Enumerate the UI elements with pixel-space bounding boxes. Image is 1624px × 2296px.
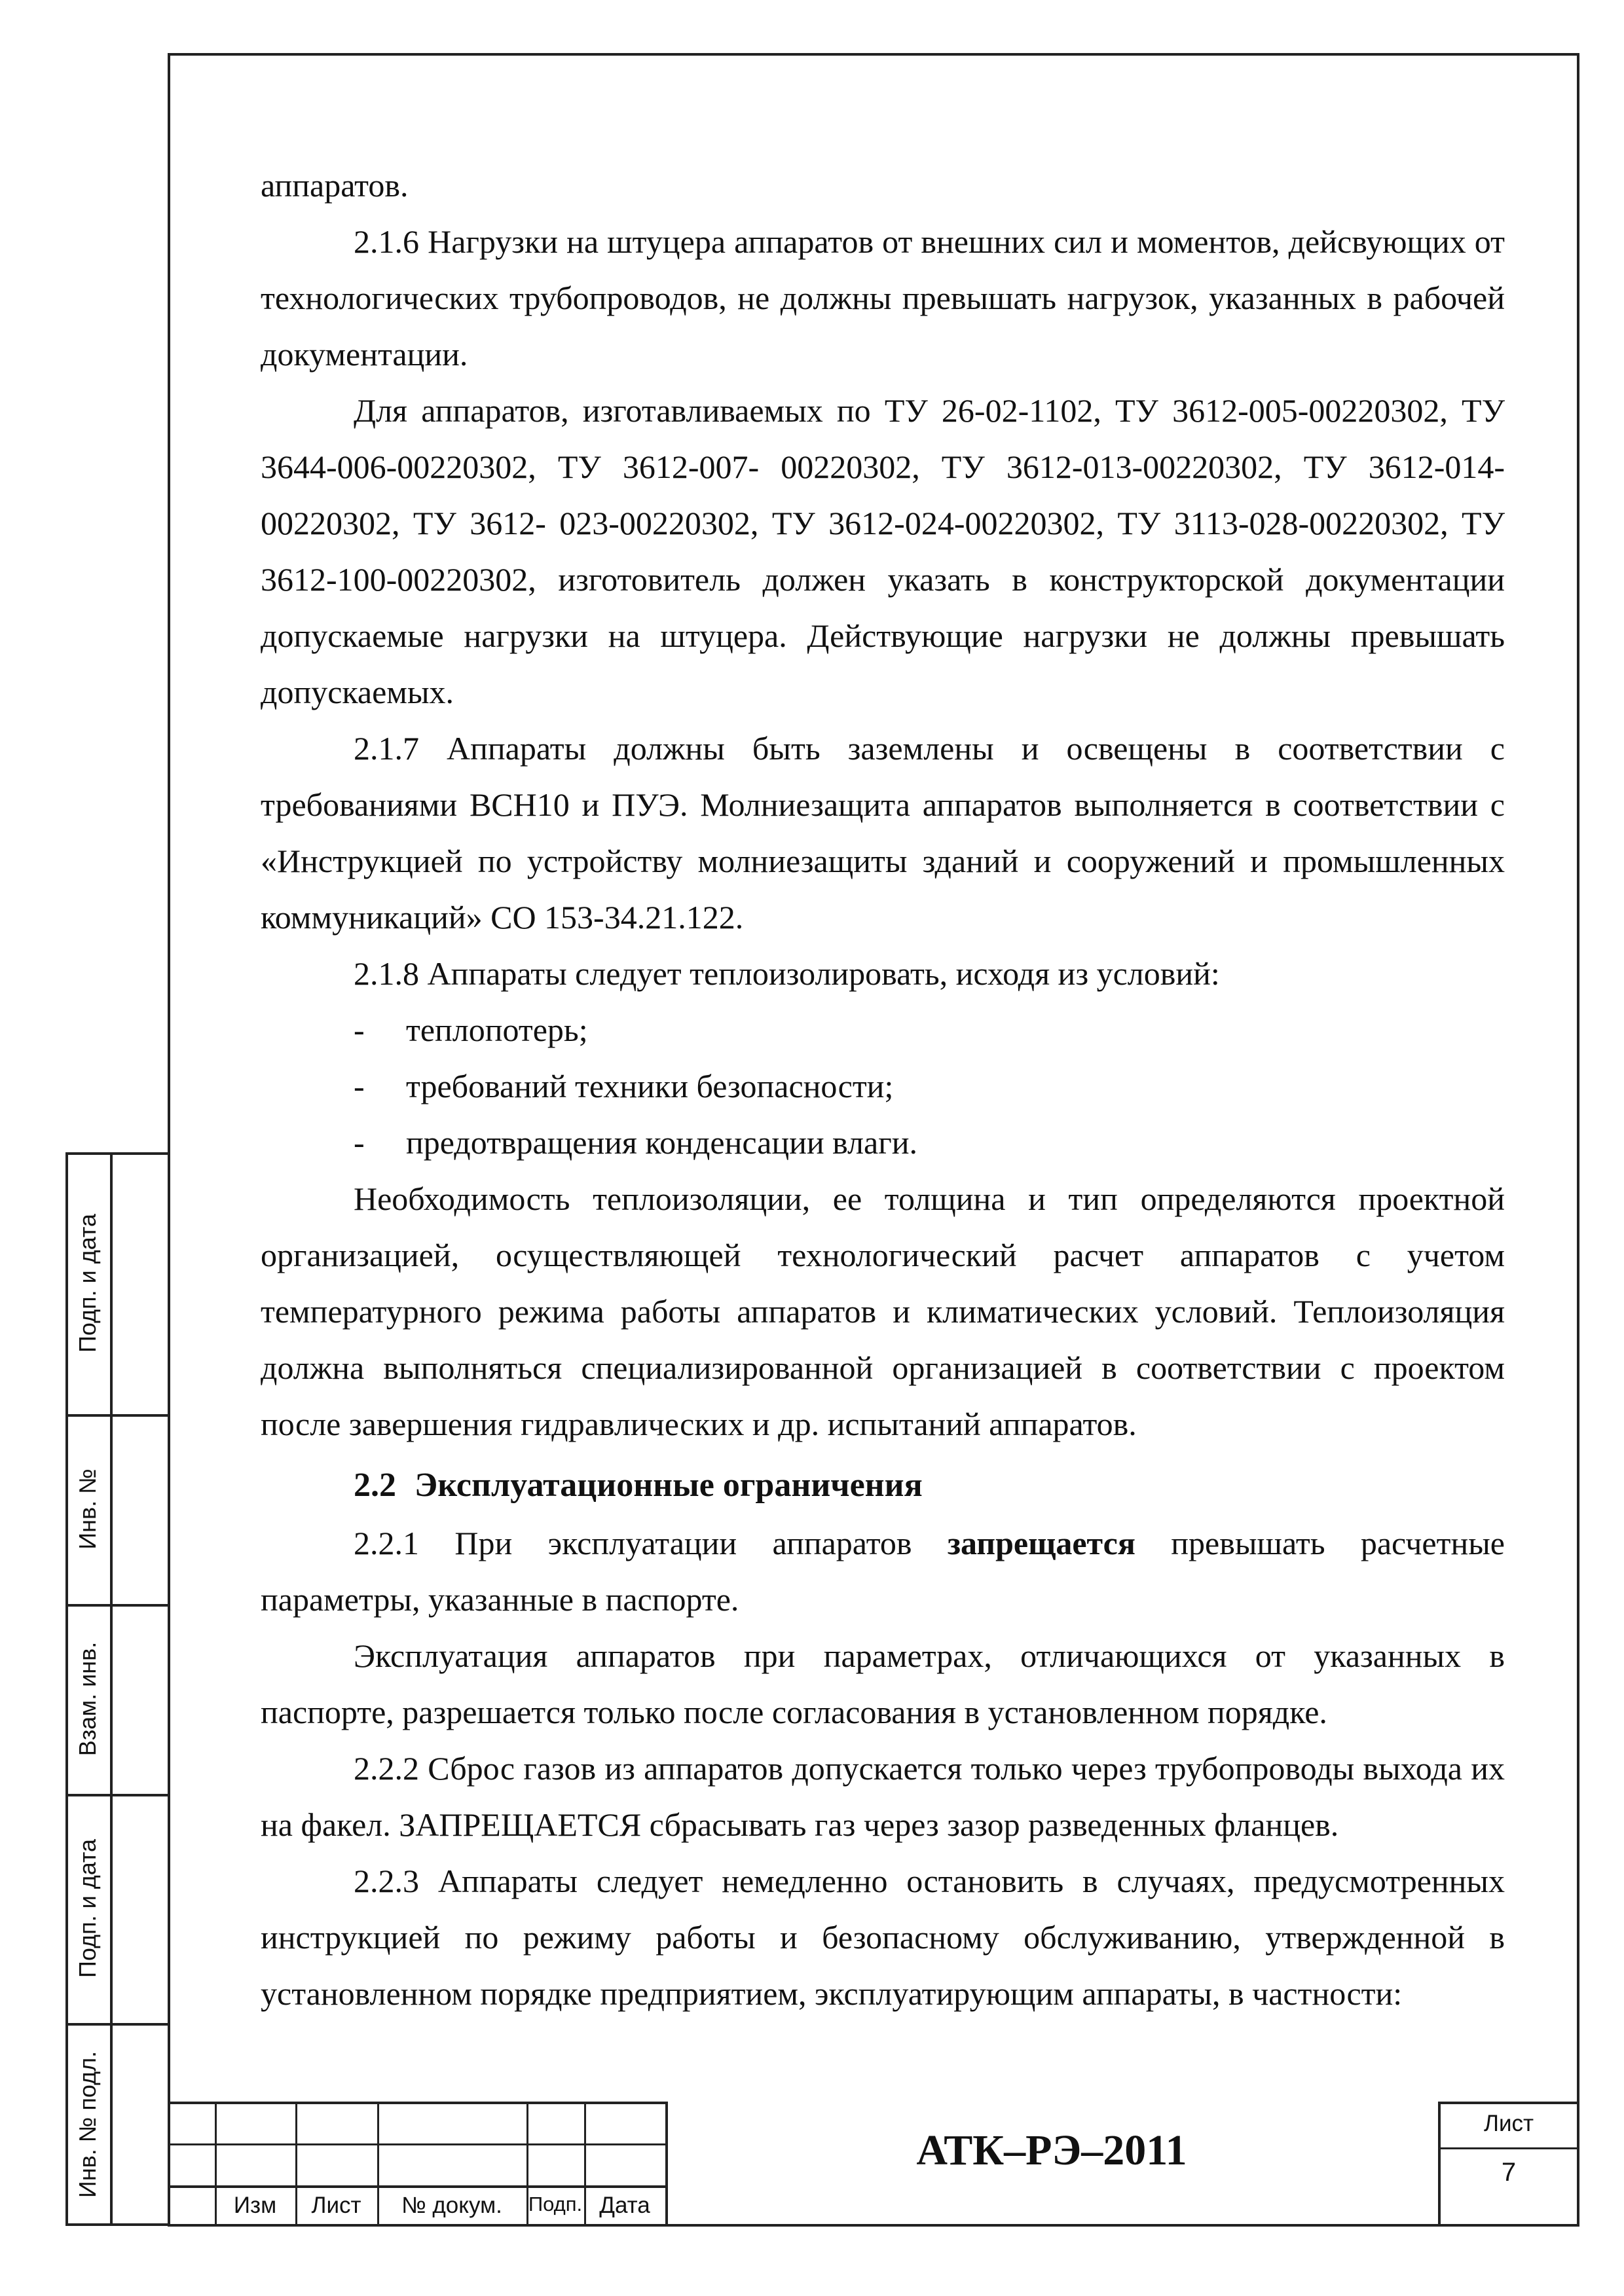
paragraph: 2.1.7 Аппараты должны быть заземлены и освещены в соответствии с требованиями ВСН10 и ПУЭ. Молниезащита аппаратов выполняется в соответствии с «Инструкцией по устройству молниезащиты зданий и сооружений и промышленных коммуникаций» СО 153-34.21.122. bbox=[261, 730, 1505, 936]
list-dash: - bbox=[354, 1068, 365, 1104]
strip-label-inv-podl: Инв. № подл. bbox=[74, 2050, 101, 2198]
title-col-signature: Подп. bbox=[528, 2193, 583, 2215]
section-number: 2.2 bbox=[354, 1467, 396, 1504]
paragraph: аппаратов. bbox=[261, 167, 409, 204]
title-block-rule bbox=[1438, 2147, 1579, 2149]
paragraph: 2.1.8 Аппараты следует теплоизолировать, исходя из условий: bbox=[354, 955, 1220, 992]
title-col-izm: Изм bbox=[233, 2193, 277, 2218]
title-block-rule bbox=[168, 2185, 665, 2188]
list-item-text: теплопотерь; bbox=[406, 1011, 588, 1048]
title-block-rule bbox=[168, 2143, 665, 2145]
side-stamp-strip bbox=[65, 1152, 170, 2226]
paragraph: 2.1.6 Нагрузки на штуцера аппаратов от внешних сил и моментов, дейсвующих от технологических трубопроводов, не должны превышать нагрузок, указанных в рабочей документации. bbox=[261, 223, 1505, 373]
sheet-label: Лист bbox=[1483, 2111, 1534, 2136]
paragraph: Для аппаратов, изготавливаемых по ТУ 26-02-1102, ТУ 3612-005-00220302, ТУ 3644-006-00220302, ТУ 3612-007- 00220302, ТУ 3612-013-00220302, ТУ 3612-014-00220302, ТУ 3612- 023-00220302, ТУ 3612-024-00220302, ТУ 3113-028-00220302, ТУ 3612-100-00220302, изготовитель должен указать в конструкторской документации допускаемые нагрузки на штуцера. Действующие нагрузки не должны превышать допускаемых. bbox=[261, 392, 1505, 710]
section-heading bbox=[354, 1456, 1505, 1515]
document-body bbox=[261, 157, 1505, 2022]
list-item-text: требований техники безопасности; bbox=[406, 1068, 894, 1104]
title-block-rule bbox=[168, 2102, 665, 2104]
title-col-list: Лист bbox=[311, 2193, 361, 2218]
emphasis-text: запрещается bbox=[947, 1525, 1135, 1561]
strip-label-podp-data: Подп. и дата bbox=[74, 1213, 101, 1353]
paragraph: Необходимость теплоизоляции, ее толщина и тип определяются проектной организацией, осуществляющей технологический расчет аппаратов с учетом температурного режима работы аппаратов и климатических условий. Теплоизоляция должна выполняться специализированной организацией в соответствии с проектом после завершения гидравлических и др. испытаний аппаратов. bbox=[261, 1180, 1505, 1442]
paragraph-text: 2.2.1 При эксплуатации аппаратов bbox=[354, 1525, 948, 1561]
paragraph: Эксплуатация аппаратов при параметрах, отличающихся от указанных в паспорте, разрешается только после согласования в установленном порядке. bbox=[261, 1637, 1505, 1730]
paragraph: 2.2.3 Аппараты следует немедленно остановить в случаях, предусмотренных инструкцией по режиму работы и безопасному обслуживанию, утвержденной в установленном порядке предприятием, эксплуатирующим аппараты, в частности: bbox=[261, 1863, 1505, 2012]
list-item bbox=[261, 1002, 1505, 1058]
paragraph bbox=[261, 1515, 1505, 1628]
title-block bbox=[168, 2102, 1579, 2227]
list-dash: - bbox=[354, 1124, 365, 1161]
title-col-date: Дата bbox=[599, 2193, 650, 2218]
list-item bbox=[261, 1114, 1505, 1171]
paragraph: 2.2.2 Сброс газов из аппаратов допускается только через трубопроводы выхода их на факел. ЗАПРЕЩАЕТСЯ сбрасывать газ через зазор разведенных фланцев. bbox=[261, 1750, 1505, 1843]
title-col-doc-number: № докум. bbox=[401, 2193, 502, 2218]
paragraph-text: превышать расчетные параметры, указанные в паспорте. bbox=[261, 1525, 1505, 1618]
list-dash: - bbox=[354, 1011, 365, 1048]
section-title: Эксплуатационные ограничения bbox=[415, 1467, 923, 1504]
sheet-number: 7 bbox=[1501, 2158, 1517, 2187]
strip-label-inv-no: Инв. № bbox=[74, 1468, 101, 1550]
title-block-rule bbox=[1438, 2102, 1579, 2104]
list-item bbox=[261, 1058, 1505, 1114]
document-code: АТК–РЭ–2011 bbox=[916, 2126, 1187, 2174]
strip-signature-column bbox=[110, 1152, 170, 2226]
list-item-text: предотвращения конденсации влаги. bbox=[406, 1124, 917, 1161]
strip-label-podp-data-2: Подп. и дата bbox=[74, 1838, 101, 1978]
strip-label-vzam-inv: Взам. инв. bbox=[74, 1641, 101, 1757]
